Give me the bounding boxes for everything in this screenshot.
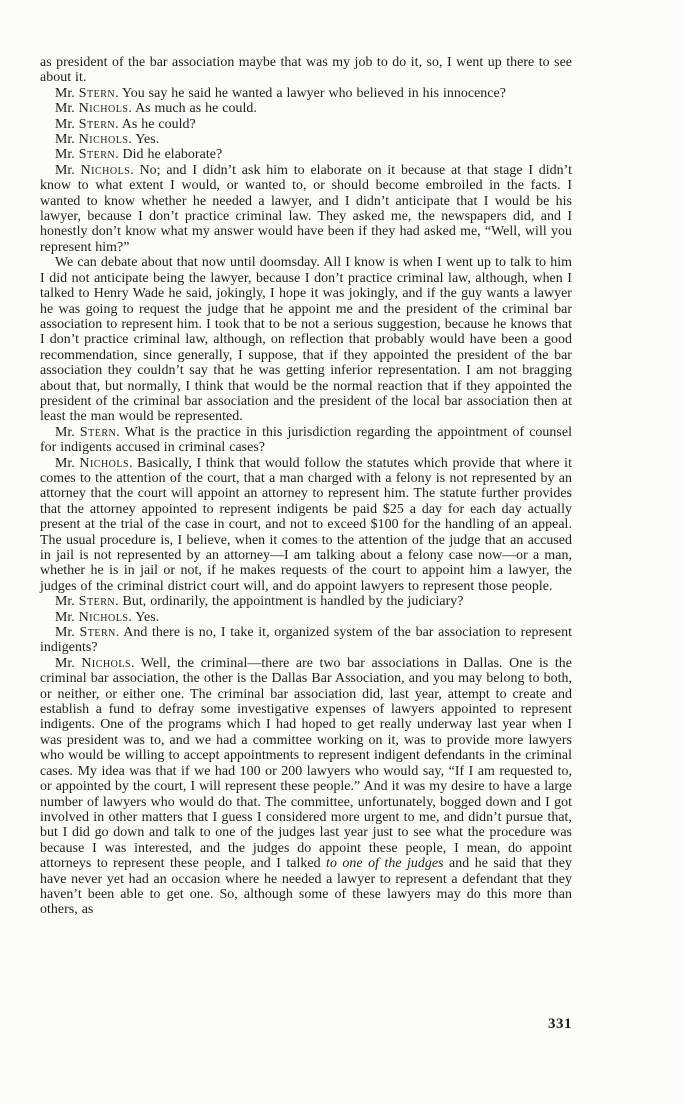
text-segment: . No; and I didn’t ask him to elaborate on it because at that stage I didn’t know to what extent I would, or wanted to, or should become embroiled in the facts. I wanted to know whether he needed a lawyer, and I didn’t anticipate that I would be his lawyer, because I don’t practice criminal law. They asked me, the newspapers did, and I honestly don’t know what my answer would have been if they had asked me, “Well, will you represent him?” <box>40 162 572 255</box>
speaker-name: Nichols <box>78 609 129 625</box>
transcript-paragraph <box>40 255 572 424</box>
text-segment: Mr. <box>55 594 79 610</box>
text-segment: . Basically, I think that would follow the statutes which provide that where it comes to the attention of the court, that a man charged with a felony is not represented by an attorney that the court will appoint an attorney to represent him. The statute further provides that the attorney appointed to represent indigents be paid $25 a day for each day actually present at the trial of the case in court, and not to exceed $100 for the handling of an appeal. The usual procedure is, I believe, when it comes to the attention of the judge that an accused in jail is not represented by an attorney—I am talking about a felony case now—or a man, whether he is in jail or not, if he makes requests of the court to appoint him a lawyer, the judges of the criminal district court will, and do appoint lawyers to represent those people. <box>40 455 572 594</box>
transcript-paragraph <box>40 86 572 101</box>
text-segment: Mr. <box>55 609 79 625</box>
text-segment: to one of the judges <box>326 856 444 872</box>
text-segment: Mr. <box>55 147 79 163</box>
text-segment: Mr. <box>55 455 80 471</box>
text-segment: Mr. <box>55 101 79 117</box>
transcript-paragraph <box>40 163 572 255</box>
text-segment: . Well, the criminal—there are two bar associations in Dallas. One is the criminal bar association, the other is the Dallas Bar Association, and you may belong to both, or neither, or either one. The criminal bar association did, last year, attempt to create and establish a fund to defray some investigative expenses of lawyers appointed to represent indigents. One of the programs which I had hoped to get really underway last year when I was president was to, and we had a committee working on it, was to provide more lawyers who would be willing to accept appointments to represent indigent defendants in the criminal cases. My idea was that if we had 100 or 200 lawyers who would say, “If I am requested to, or appointed by the court, I will represent these people.” And it was my desire to have a large number of lawyers who would do that. The committee, unfortunately, bogged down and I got involved in other matters that I guess I considered more urgent to me, and didn’t pursue that, but I did go down and talk to one of the judges last year just to see what the procedure was because I was interested, and the judges do appoint these people, I mean, do appoint attorneys to represent these people, and I talked <box>40 655 572 872</box>
text-segment: . As he could? <box>115 116 196 132</box>
text-segment: . You say he said he wanted a lawyer who believed in his innocence? <box>115 85 506 101</box>
text-segment: . Did he elaborate? <box>115 147 223 163</box>
speaker-name: Nichols <box>80 162 131 178</box>
speaker-name: Nichols <box>78 132 129 148</box>
speaker-name: Stern <box>79 424 117 440</box>
speaker-name: Stern <box>79 625 116 641</box>
text-segment: . What is the practice in this jurisdiction regarding the appointment of counsel for indigents accused in criminal cases? <box>40 424 572 456</box>
text-segment: Mr. <box>55 85 79 101</box>
text-segment: . Yes. <box>128 132 160 148</box>
text-segment: Mr. <box>55 655 82 671</box>
text-segment: Mr. <box>55 424 80 440</box>
speaker-name: Nichols <box>79 455 130 471</box>
text-segment: Mr. <box>55 162 81 178</box>
speaker-name: Nichols <box>78 101 129 117</box>
transcript-text <box>40 55 572 918</box>
text-segment: as president of the bar association maybe that was my job to do it, so, I went up there to see about it. <box>40 55 572 86</box>
transcript-paragraph <box>40 594 572 609</box>
transcript-paragraph <box>40 132 572 147</box>
text-segment: . As much as he could. <box>128 101 257 117</box>
speaker-name: Stern <box>78 116 116 132</box>
speaker-name: Nichols <box>81 655 132 671</box>
transcript-paragraph <box>40 610 572 625</box>
text-segment: Mr. <box>55 132 79 148</box>
text-segment: and he said that they have never yet had an occasion where he needed a lawyer to represent a defendant that they haven’t been able to get one. So, although some of these lawyers may do this more than others, as <box>40 856 572 918</box>
speaker-name: Stern <box>78 147 116 163</box>
text-segment: . But, ordinarily, the appointment is handled by the judiciary? <box>115 594 464 610</box>
text-segment: Mr. <box>55 625 80 641</box>
transcript-paragraph <box>40 656 572 918</box>
text-segment: We can debate about that now until doomsday. All I know is when I went up to talk to him I did not anticipate being the lawyer, because I don’t practice criminal law, although, when I talked to Henry Wade he said, jokingly, I hope it was jokingly, and if the guy wants a lawyer he was going to request the judge that he appoint me and the president of the criminal bar association to represent him. I took that to be not a serious suggestion, because he knows that I don’t practice criminal law, although, on reflection that probably would have been a good recommendation, since generally, I suppose, that if they appointed the president of the bar association they couldn’t say that he was getting inferior representation. I am not bragging about that, but normally, I think that would be the normal reaction that if they appointed the president of the criminal bar association and the president of the local bar association then at least the man would be represented. <box>40 255 572 425</box>
text-segment: . And there is no, I take it, organized system of the bar association to represent indigents? <box>40 625 572 656</box>
text-segment: . Yes. <box>128 609 160 625</box>
transcript-paragraph <box>40 425 572 456</box>
page-number: 331 <box>548 1016 572 1032</box>
transcript-paragraph <box>40 147 572 162</box>
transcript-paragraph <box>40 456 572 595</box>
transcript-paragraph <box>40 117 572 132</box>
speaker-name: Stern <box>78 85 116 101</box>
transcript-paragraph <box>40 625 572 656</box>
text-segment: Mr. <box>55 116 79 132</box>
transcript-paragraph <box>40 101 572 116</box>
transcript-paragraph <box>40 55 572 86</box>
speaker-name: Stern <box>78 594 116 610</box>
